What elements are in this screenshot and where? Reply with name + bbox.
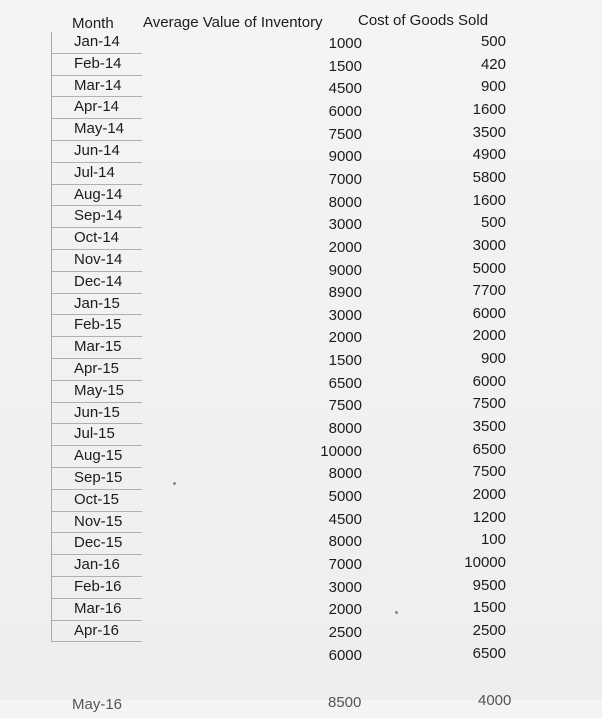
inventory-value: 6500 (328, 374, 362, 392)
cogs-value: 3500 (472, 418, 506, 436)
cogs-value: 7500 (472, 463, 506, 481)
month-cell: Dec-14 (52, 272, 142, 294)
inventory-value: 2000 (328, 238, 362, 256)
month-cell: May-14 (52, 119, 142, 141)
inventory-value: 1500 (328, 352, 362, 370)
inventory-value: 3000 (328, 306, 362, 324)
month-cell: Mar-14 (52, 76, 142, 98)
inventory-value: 3000 (328, 216, 362, 234)
inventory-value: 6000 (328, 102, 362, 120)
inventory-value: 1500 (328, 57, 362, 75)
inventory-value: 8000 (328, 420, 362, 438)
inventory-value: 9000 (328, 148, 362, 166)
cogs-value: 4900 (472, 146, 506, 164)
inventory-value: 4500 (328, 510, 362, 528)
inventory-value: 9000 (328, 261, 362, 279)
cogs-value: 1600 (472, 100, 506, 118)
cogs-value: 420 (480, 55, 506, 73)
month-cell: Jul-14 (52, 163, 142, 185)
month-cell: Feb-14 (52, 54, 142, 76)
month-cell: Mar-16 (52, 599, 142, 621)
month-cell: Nov-14 (52, 250, 142, 272)
month-cell: Aug-15 (52, 446, 142, 468)
inventory-value: 3000 (328, 578, 362, 596)
cogs-value: 6500 (472, 440, 506, 458)
cogs-value: 7700 (472, 282, 506, 300)
cogs-value: 500 (480, 214, 506, 232)
month-cell: Feb-15 (52, 315, 142, 337)
cogs-value: 6500 (472, 644, 506, 662)
inventory-value: 8000 (328, 533, 362, 551)
inventory-value: 7500 (328, 125, 362, 143)
inventory-value: 10000 (320, 442, 362, 460)
inventory-value: 2000 (328, 329, 362, 347)
inventory-value: 7000 (328, 555, 362, 573)
month-cell: Apr-15 (52, 359, 142, 381)
cogs-value: 1600 (472, 191, 506, 209)
inventory-value: 7500 (328, 397, 362, 415)
cogs-value: 7500 (472, 395, 506, 413)
partial-inventory-value: 8500 (328, 694, 362, 711)
month-cell: Apr-14 (52, 97, 142, 119)
month-cell: Nov-15 (52, 512, 142, 534)
month-cell: Jan-14 (52, 32, 142, 54)
cogs-value: 3500 (472, 123, 506, 141)
cogs-value: 900 (480, 350, 506, 368)
inventory-value: 8900 (328, 284, 362, 302)
month-cell: Mar-15 (52, 337, 142, 359)
cogs-value: 5800 (472, 168, 506, 186)
month-cell: Jul-15 (52, 424, 142, 446)
inventory-value: 4500 (328, 80, 362, 98)
inventory-value: 1000 (328, 35, 362, 52)
cogs-value: 3000 (472, 236, 506, 254)
month-column (51, 32, 142, 642)
month-cell: Sep-15 (52, 468, 142, 490)
month-cell: Jan-16 (52, 555, 142, 577)
month-cell: Aug-14 (52, 185, 142, 207)
month-cell: Oct-15 (52, 490, 142, 512)
cogs-value: 1500 (472, 599, 506, 617)
cogs-value: 10000 (464, 553, 506, 571)
cogs-value: 2500 (472, 621, 506, 639)
inventory-value: 2000 (328, 601, 362, 619)
cogs-value: 6000 (472, 304, 506, 322)
month-cell: May-15 (52, 381, 142, 403)
header-month: Month (72, 15, 114, 32)
inventory-value: 7000 (328, 170, 362, 188)
cogs-value: 500 (480, 33, 506, 50)
month-cell: Dec-15 (52, 533, 142, 555)
month-cell: Feb-16 (52, 577, 142, 599)
cogs-value: 5000 (472, 259, 506, 277)
month-cell: Jun-15 (52, 403, 142, 425)
cogs-value: 2000 (472, 327, 506, 345)
inventory-value: 8000 (328, 465, 362, 483)
inventory-value: 2500 (328, 623, 362, 641)
partial-month-cell: May-16 (72, 696, 123, 713)
month-cell: Oct-14 (52, 228, 142, 250)
month-cell: Sep-14 (52, 206, 142, 228)
header-cost-of-goods-sold: Cost of Goods Sold (358, 12, 489, 29)
speck-mark (173, 482, 176, 485)
cogs-value: 1200 (472, 508, 506, 526)
inventory-value: 8000 (328, 193, 362, 211)
inventory-value: 6000 (328, 646, 362, 664)
cogs-value: 9500 (472, 576, 506, 594)
cogs-value: 6000 (472, 372, 506, 390)
month-cell: Jun-14 (52, 141, 142, 163)
month-cell: Jan-15 (52, 294, 142, 316)
cogs-value: 100 (480, 531, 506, 549)
cogs-value: 2000 (472, 486, 506, 503)
month-cell: Apr-16 (52, 621, 142, 643)
cogs-value: 900 (480, 78, 506, 96)
speck-mark (395, 611, 398, 614)
header-average-inventory: Average Value of Inventory (143, 14, 323, 31)
partial-cogs-value: 4000 (478, 692, 512, 709)
inventory-value: 5000 (328, 488, 362, 505)
